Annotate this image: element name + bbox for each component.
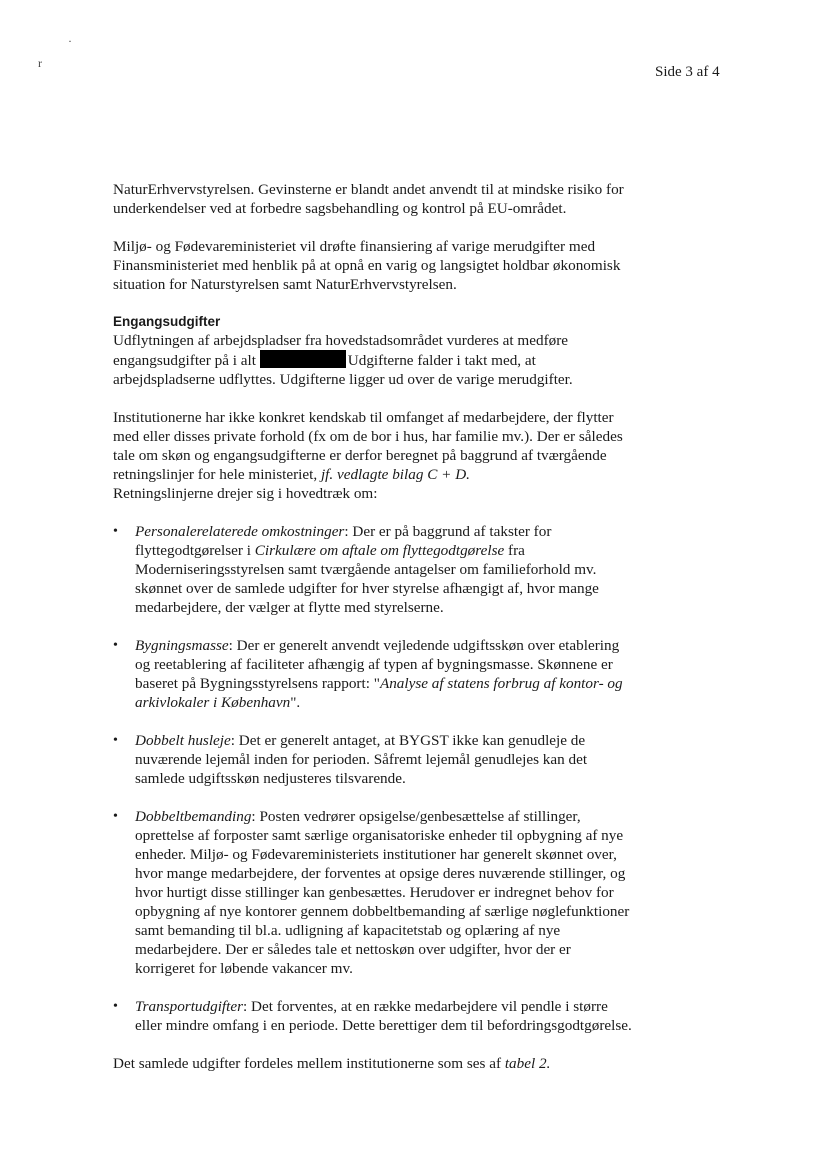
list-item-text: : Der er på baggrund af takster for flyttegodtgørelser i [135, 523, 552, 559]
corner-mark: r [38, 56, 42, 70]
list-item-personale [113, 522, 633, 617]
redacted-amount [260, 350, 346, 368]
bullet-icon: • [113, 733, 118, 748]
list-item-term: Dobbelt husleje [135, 732, 231, 749]
list-item-term: Personalerelaterede omkostninger [135, 523, 345, 540]
list-item-text: : Der er generelt anvendt vejledende udgiftsskøn over etablering og reetablering af faciliteter afhængig af typen af bygningsmasse. Skønnene er baseret på Bygningsstyrelsens rapport: " [135, 637, 620, 692]
list-item-text: fra Moderniseringsstyrelsen samt tværgående antagelser om familieforhold mv. skønnet over de samlede udgifter for hver styrelse afhængigt af, hvor mange medarbejdere, der vælger at flytte med styrelserne. [135, 542, 599, 616]
list-item-term: Transportudgifter [135, 998, 244, 1015]
paragraph-engangsudgifter [113, 331, 633, 389]
list-item-text: : Posten vedrører opsigelse/genbesættelse af stillinger, oprettelse af forposter samt særlige organisatoriske enheder til opbygning af nye enheder. Miljø- og Fødevareministeriets institutioner har generelt skønnet over, hvor mange medarbejdere, der forventes at opsige deres nuværende stillinger, og hvor hurtigt disse stillinger kan genbesættes. Herudover er indregnet behov for opbygning af nye kontorer gennem dobbeltbemanding af særlige nøglefunktioner samt bemanding til bl.a. udligning af kapacitetstab og oplæring af nye medarbejdere. Der er således tale et nettoskøn over udgifter, hvor der er korrigeret for løbende vakancer mv. [135, 808, 630, 977]
list-item-dobbelt-husleje [113, 731, 633, 788]
list-item-text: : Det forventes, at en række medarbejdere vil pendle i større eller mindre omfang i en periode. Dette berettiger dem til befordringsgodtgørelse. [135, 998, 632, 1034]
retningslinjer-intro: Retningslinjerne drejer sig i hovedtræk om: [113, 485, 378, 502]
closing-text: Det samlede udgifter fordeles mellem institutionerne som ses af [113, 1055, 502, 1072]
guideline-list [113, 522, 633, 1035]
page-number: Side 3 af 4 [655, 64, 720, 80]
list-item-text: : Det er generelt antaget, at BYGST ikke kan genudleje de nuværende lejemål inden for perioden. Såfremt lejemål genudlejes kan det samlede udgiftsskøn nedjusteres tilsvarende. [135, 732, 588, 787]
scan-dot-mark: · [68, 34, 72, 48]
section-heading-engangsudgifter: Engangsudgifter [113, 314, 221, 329]
paragraph-institutioner [113, 408, 633, 503]
list-item-dobbeltbemanding [113, 807, 633, 978]
list-item-bygningsmasse [113, 636, 633, 712]
engangs-text-after: Udgifterne falder i takt med, at arbejdspladserne udflyttes. Udgifterne ligger ud over de varige merudgifter. [113, 352, 573, 388]
bullet-icon: • [113, 809, 118, 824]
institutioner-text: Institutionerne har ikke konkret kendskab til omfanget af medarbejdere, der flytter med eller disses private forhold (fx om de bor i hus, har familie mv.). Der er således tale om skøn og engangsudgifterne er derfor beregnet på baggrund af tværgående retningslinjer for hele ministeriet, [113, 409, 623, 483]
table-reference: tabel 2. [504, 1055, 551, 1072]
list-item-term: Dobbeltbemanding [135, 808, 252, 825]
list-item-term: Bygningsmasse [135, 637, 229, 654]
paragraph-gevinster: NaturErhvervstyrelsen. Gevinsterne er blandt andet anvendt til at mindske risiko for underkendelser ved at forbedre sagsbehandling og kontrol på EU-området. [113, 181, 624, 217]
list-item-reference: Analyse af statens forbrug af kontor- og arkivlokaler i København [135, 675, 623, 711]
paragraph-closing [113, 1054, 633, 1073]
bullet-icon: • [113, 999, 118, 1014]
document-body [113, 180, 633, 1092]
bullet-icon: • [113, 638, 118, 653]
list-item-reference: Cirkulære om aftale om flyttegodtgørelse [254, 542, 505, 559]
list-item-transport [113, 997, 633, 1035]
bullet-icon: • [113, 524, 118, 539]
list-item-text: ". [290, 694, 301, 711]
bilag-reference: jf. vedlagte bilag C + D. [320, 466, 470, 483]
engangs-text-before: Udflytningen af arbejdspladser fra hovedstadsområdet vurderes at medføre engangsudgifter på i alt [113, 332, 569, 369]
paragraph-finansiering: Miljø- og Fødevareministeriet vil drøfte finansiering af varige merudgifter med Finansministeriet med henblik på at opnå en varig og langsigtet holdbar økonomisk situation for Naturstyrelsen samt NaturErhvervstyrelsen. [113, 238, 621, 293]
